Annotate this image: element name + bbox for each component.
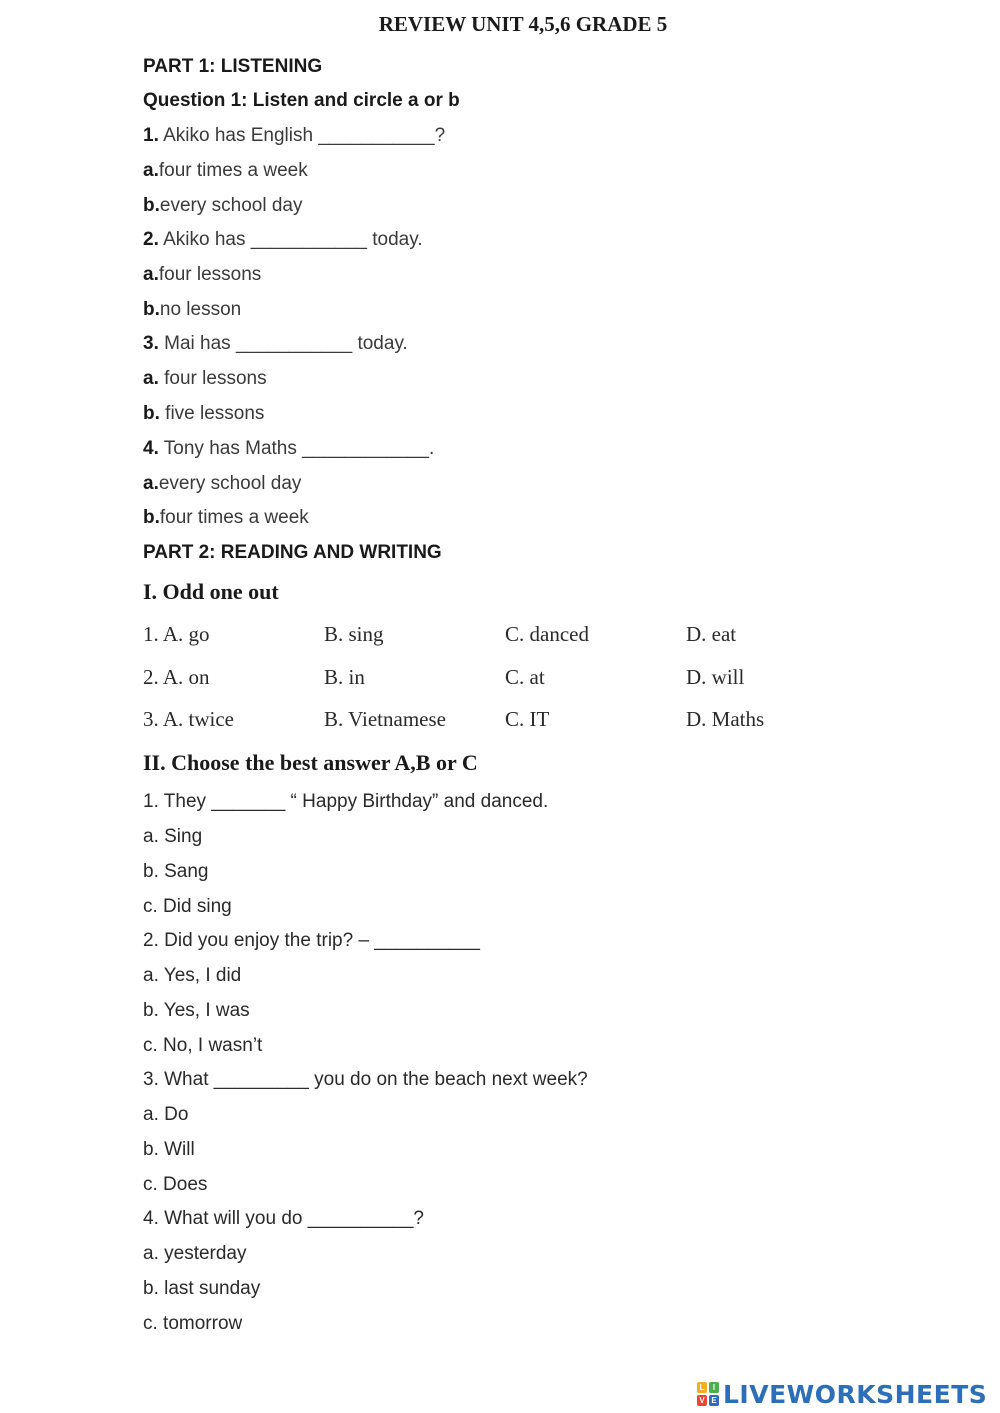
question1-heading: Question 1: Listen and circle a or b <box>143 90 460 111</box>
choose-question-2: 2. Did you enjoy the trip? – __________ <box>143 930 480 951</box>
odd-option[interactable]: B. Vietnamese <box>324 707 446 731</box>
listening-option[interactable]: a.four lessons <box>143 264 262 285</box>
listening-option[interactable]: b.four times a week <box>143 507 309 528</box>
listening-question-3: 3. Mai has ___________ today. <box>143 333 408 354</box>
choose-option[interactable]: c. Did sing <box>143 896 232 917</box>
odd-one-out-heading: I. Odd one out <box>143 579 279 604</box>
odd-option[interactable]: C. IT <box>505 707 550 731</box>
choose-option[interactable]: b. Yes, I was <box>143 1000 250 1021</box>
logo-mark-tile: V <box>697 1395 707 1406</box>
odd-option[interactable]: 1. A. go <box>143 622 210 646</box>
logo-mark-tile: I <box>709 1382 719 1393</box>
listening-question-1: 1. Akiko has English ___________? <box>143 125 446 146</box>
listening-option[interactable]: b.every school day <box>143 195 303 216</box>
liveworksheets-logo <box>697 1378 987 1410</box>
choose-heading: II. Choose the best answer A,B or C <box>143 750 478 775</box>
choose-option[interactable]: c. tomorrow <box>143 1313 243 1334</box>
choose-option[interactable]: c. No, I wasn’t <box>143 1035 263 1056</box>
listening-question-2: 2. Akiko has ___________ today. <box>143 229 423 250</box>
choose-question-1: 1. They _______ “ Happy Birthday” and danced. <box>143 791 549 812</box>
odd-option[interactable]: D. will <box>686 665 745 689</box>
choose-option[interactable]: a. Yes, I did <box>143 965 242 986</box>
odd-option[interactable]: C. danced <box>505 622 589 646</box>
page-title: REVIEW UNIT 4,5,6 GRADE 5 <box>378 12 668 36</box>
logo-mark-tile: E <box>709 1395 719 1406</box>
listening-option[interactable]: a.every school day <box>143 473 302 494</box>
logo-text: LIVEWORKSHEETS <box>723 1379 988 1409</box>
odd-option[interactable]: D. eat <box>686 622 737 646</box>
part2-heading: PART 2: READING AND WRITING <box>143 542 442 563</box>
odd-option[interactable]: B. in <box>324 665 365 689</box>
choose-option[interactable]: a. Do <box>143 1104 189 1125</box>
liveworksheets-mark-icon <box>697 1382 719 1406</box>
choose-option[interactable]: b. last sunday <box>143 1278 261 1299</box>
part1-heading: PART 1: LISTENING <box>143 56 323 77</box>
choose-option[interactable]: a. Sing <box>143 826 203 847</box>
choose-option[interactable]: b. Will <box>143 1139 195 1160</box>
listening-option[interactable]: b. five lessons <box>143 403 265 424</box>
choose-question-3: 3. What _________ you do on the beach next week? <box>143 1069 588 1090</box>
choose-question-4: 4. What will you do __________? <box>143 1208 424 1229</box>
odd-option[interactable]: 3. A. twice <box>143 707 234 731</box>
odd-option[interactable]: 2. A. on <box>143 665 210 689</box>
listening-question-4: 4. Tony has Maths ____________. <box>143 438 435 459</box>
odd-option[interactable]: B. sing <box>324 622 384 646</box>
choose-option[interactable]: c. Does <box>143 1174 208 1195</box>
odd-option[interactable]: C. at <box>505 665 545 689</box>
listening-option[interactable]: b.no lesson <box>143 299 242 320</box>
choose-option[interactable]: a. yesterday <box>143 1243 247 1264</box>
logo-mark-tile: L <box>697 1382 707 1393</box>
listening-option[interactable]: a.four times a week <box>143 160 308 181</box>
listening-option[interactable]: a. four lessons <box>143 368 267 389</box>
choose-option[interactable]: b. Sang <box>143 861 209 882</box>
odd-option[interactable]: D. Maths <box>686 707 765 731</box>
